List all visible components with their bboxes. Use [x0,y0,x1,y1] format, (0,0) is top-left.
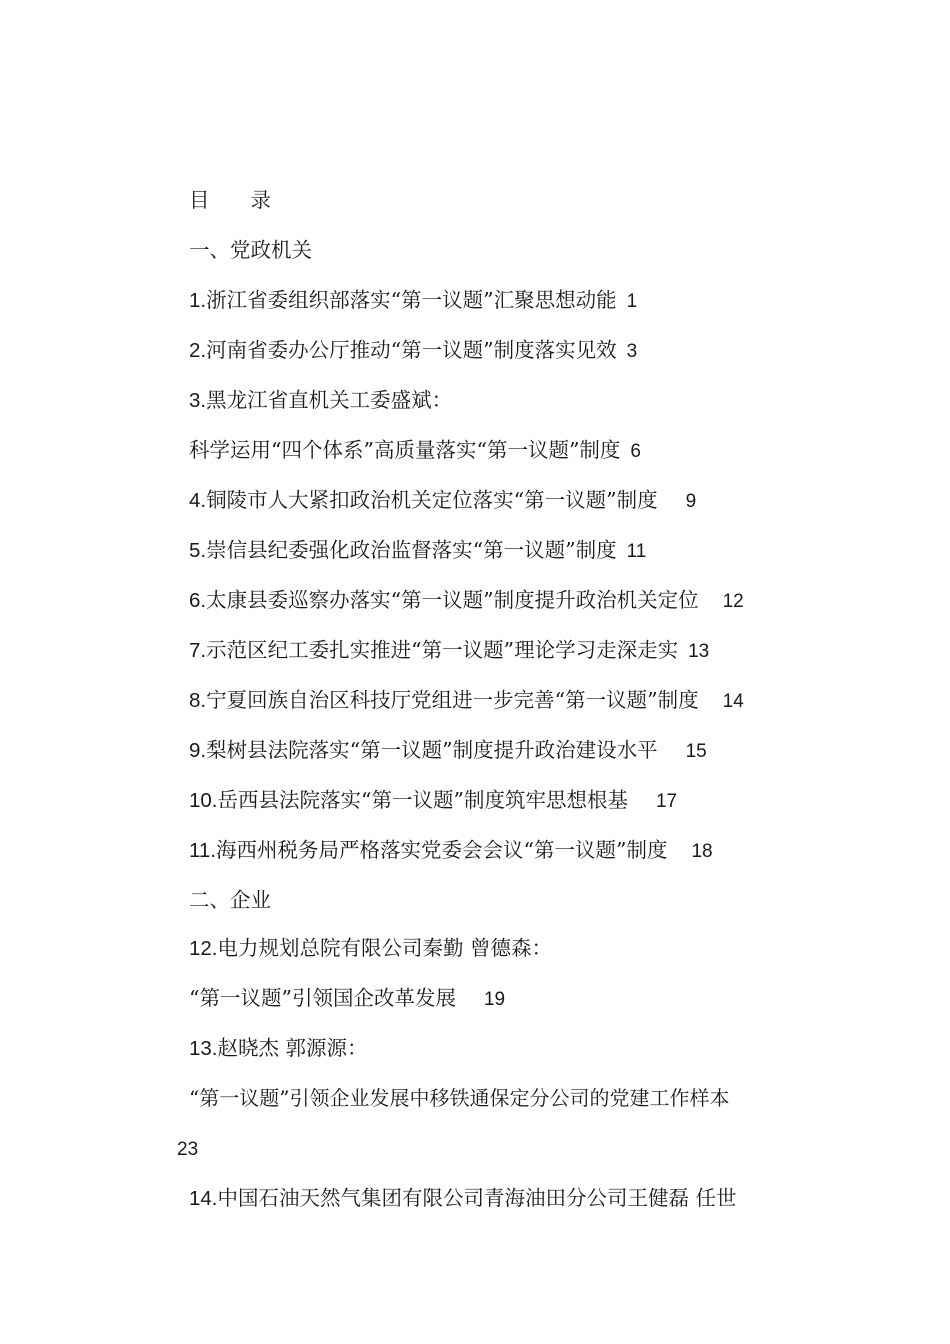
toc-entry[interactable] [189,536,646,566]
toc-entry-continuation[interactable] [189,436,641,466]
entry-title: 河南省委办公厅推动“第一议题”制度落实见效 [206,338,617,362]
toc-title: 目 录 [189,188,271,212]
entry-page: 13 [688,641,710,662]
toc-entry-continuation[interactable] [189,1084,729,1112]
entry-title: 崇信县纪委强化政治监督落实“第一议题”制度 [206,538,617,562]
entry-page: 12 [722,591,744,612]
entry-title: 赵晓杰 郭源源： [217,1036,368,1060]
entry-page: 23 [177,1139,199,1160]
entry-title-continued: “第一议题”引领国企改革发展 [189,986,456,1010]
entry-title-continued: 科学运用“四个体系”高质量落实“第一议题”制度 [189,438,621,462]
entry-number: 8. [189,689,207,712]
toc-section-heading: 二、企业 [189,888,271,912]
entry-number: 9. [189,739,207,762]
entry-number: 7. [189,639,207,662]
entry-number: 14. [189,1187,218,1210]
entry-page: 18 [691,841,713,862]
entry-title: 太康县委巡察办落实“第一议题”制度提升政治机关定位 [206,588,699,612]
toc-section-heading: 一、党政机关 [189,238,312,262]
entry-title: 黑龙江省直机关工委盛斌： [206,388,453,412]
entry-title: 示范区纪工委扎实推进“第一议题”理论学习走深走实 [206,638,679,662]
toc-entry[interactable] [189,836,713,866]
entry-number: 6. [189,589,207,612]
entry-title-continued: “第一议题”引领企业发展中移铁通保定分公司的党建工作样本 [189,1086,730,1110]
entry-page: 9 [685,491,697,512]
entry-number: 11. [189,839,216,862]
toc-entry[interactable] [189,336,637,366]
entry-title: 浙江省委组织部落实“第一议题”汇聚思想动能 [206,288,617,312]
entry-page: 17 [655,791,678,812]
entry-number: 10. [189,789,218,812]
entry-page: 3 [626,341,638,362]
entry-page: 6 [630,441,641,462]
entry-title: 电力规划总院有限公司秦勤 曾德森： [217,936,553,960]
toc-entry-continuation[interactable] [189,984,505,1014]
entry-page: 11 [626,541,647,562]
entry-page: 15 [685,741,707,762]
entry-page: 1 [626,291,638,312]
entry-title: 岳西县法院落实“第一议题”制度筑牢思想根基 [217,788,628,812]
toc-entry[interactable] [189,486,696,516]
toc-entry[interactable] [189,636,709,666]
entry-number: 3. [189,389,207,412]
entry-number: 2. [189,339,207,362]
toc-entry[interactable] [189,686,744,716]
toc-entry[interactable] [189,1034,368,1063]
toc-entry[interactable] [189,586,744,616]
toc-entry[interactable] [189,1184,737,1213]
entry-title: 海西州税务局严格落实党委会会议“第一议题”制度 [215,838,668,862]
toc-entry[interactable] [189,736,707,766]
toc-entry[interactable] [189,786,677,816]
toc-entry-page-line[interactable] [177,1134,198,1164]
entry-number: 4. [189,489,207,512]
entry-title: 宁夏回族自治区科技厅党组进一步完善“第一议题”制度 [206,688,699,712]
entry-title: 梨树县法院落实“第一议题”制度提升政治建设水平 [206,738,658,762]
entry-title: 中国石油天然气集团有限公司青海油田分公司王健磊 任世 [217,1186,737,1210]
entry-page: 19 [483,989,506,1010]
entry-page: 14 [722,691,744,712]
entry-title: 铜陵市人大紧扣政治机关定位落实“第一议题”制度 [206,488,658,512]
entry-number: 13. [189,1037,218,1060]
toc-entry[interactable] [189,286,637,316]
toc-entry[interactable] [189,934,552,963]
entry-number: 1. [189,289,207,312]
entry-number: 12. [189,937,218,960]
entry-number: 5. [189,539,207,562]
toc-entry[interactable] [189,386,452,415]
